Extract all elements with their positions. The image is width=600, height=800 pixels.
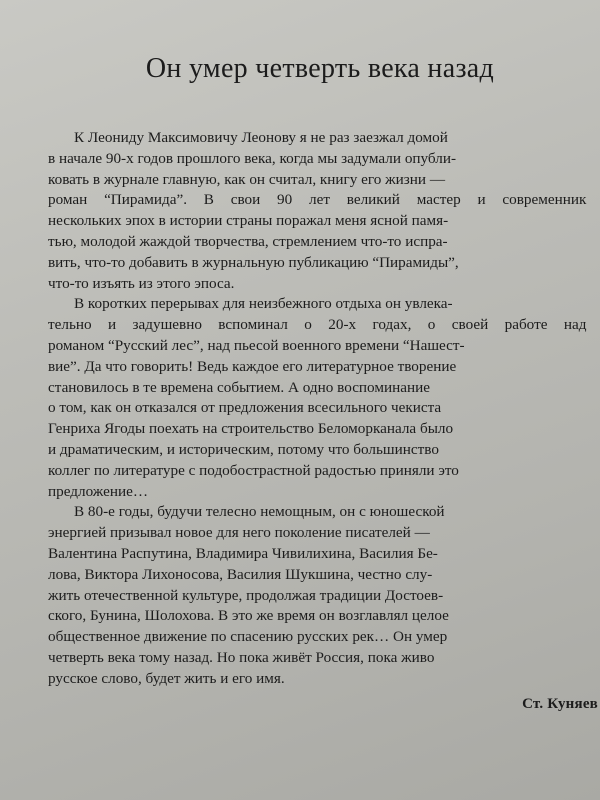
text-line: энергией призывал новое для него поколение писателей — <box>48 524 430 542</box>
article-body <box>48 128 586 690</box>
text-line: четверть века тому назад. Но пока живёт Россия, пока живо <box>48 648 435 666</box>
text-line: тельно и задушевно вспоминал о 20-х годах, о своей работе над <box>48 316 587 334</box>
paragraph-2 <box>48 294 586 502</box>
text-line: русское слово, будет жить и его имя. <box>48 669 285 687</box>
text-line: и драматическим, и историческим, потому что большинство <box>48 440 439 458</box>
author-signature: Ст. Куняев <box>522 696 598 712</box>
text-line: Генриха Ягоды поехать на строительство Беломорканала было <box>48 420 454 438</box>
paragraph-3 <box>48 502 586 689</box>
text-line: Валентина Распутина, Владимира Чивилихина, Василия Бе- <box>48 544 438 562</box>
text-line: о том, как он отказался от предложения всесильного чекиста <box>48 399 442 417</box>
text-line: В коротких перерывах для неизбежного отдыха он увлека- <box>74 295 453 313</box>
text-line: становилось в те времена событием. А одно воспоминание <box>48 378 430 396</box>
text-line: коллег по литературе с подобострастной радостью приняли это <box>48 461 459 479</box>
text-line: ковать в журнале главную, как он считал, книгу его жизни — <box>48 170 446 188</box>
text-line: романом “Русский лес”, над пьесой военного времени “Нашест- <box>48 336 465 354</box>
text-line: ского, Бунина, Шолохова. В это же время он возглавлял целое <box>48 607 449 625</box>
text-line: в начале 90-х годов прошлого века, когда мы задумали опубли- <box>48 149 457 167</box>
article-title: Он умер четверть века назад <box>145 53 495 84</box>
paragraph-1 <box>48 128 586 294</box>
text-line: жить отечественной культуре, продолжая традиции Достоев- <box>48 586 444 604</box>
text-line: что-то изъять из этого эпоса. <box>48 274 235 292</box>
text-line: В 80-е годы, будучи телесно немощным, он с юношеской <box>74 503 445 521</box>
text-line: вие”. Да что говорить! Ведь каждое его литературное творение <box>48 357 457 375</box>
text-line: тью, молодой жаждой творчества, стремлением что-то испра- <box>48 232 448 250</box>
text-line: предложение… <box>48 482 149 500</box>
text-line: лова, Виктора Лихоносова, Василия Шукшина, честно слу- <box>48 565 433 583</box>
text-line: роман “Пирамида”. В свои 90 лет великий мастер и современник <box>48 191 587 209</box>
text-line: К Леониду Максимовичу Леонову я не раз заезжал домой <box>74 129 448 146</box>
text-line: общественное движение по спасению русских рек… Он умер <box>48 628 448 646</box>
text-line: нескольких эпох в истории страны поражал меня ясной памя- <box>48 212 449 230</box>
text-line: вить, что-то добавить в журнальную публикацию “Пирамиды”, <box>48 253 459 271</box>
